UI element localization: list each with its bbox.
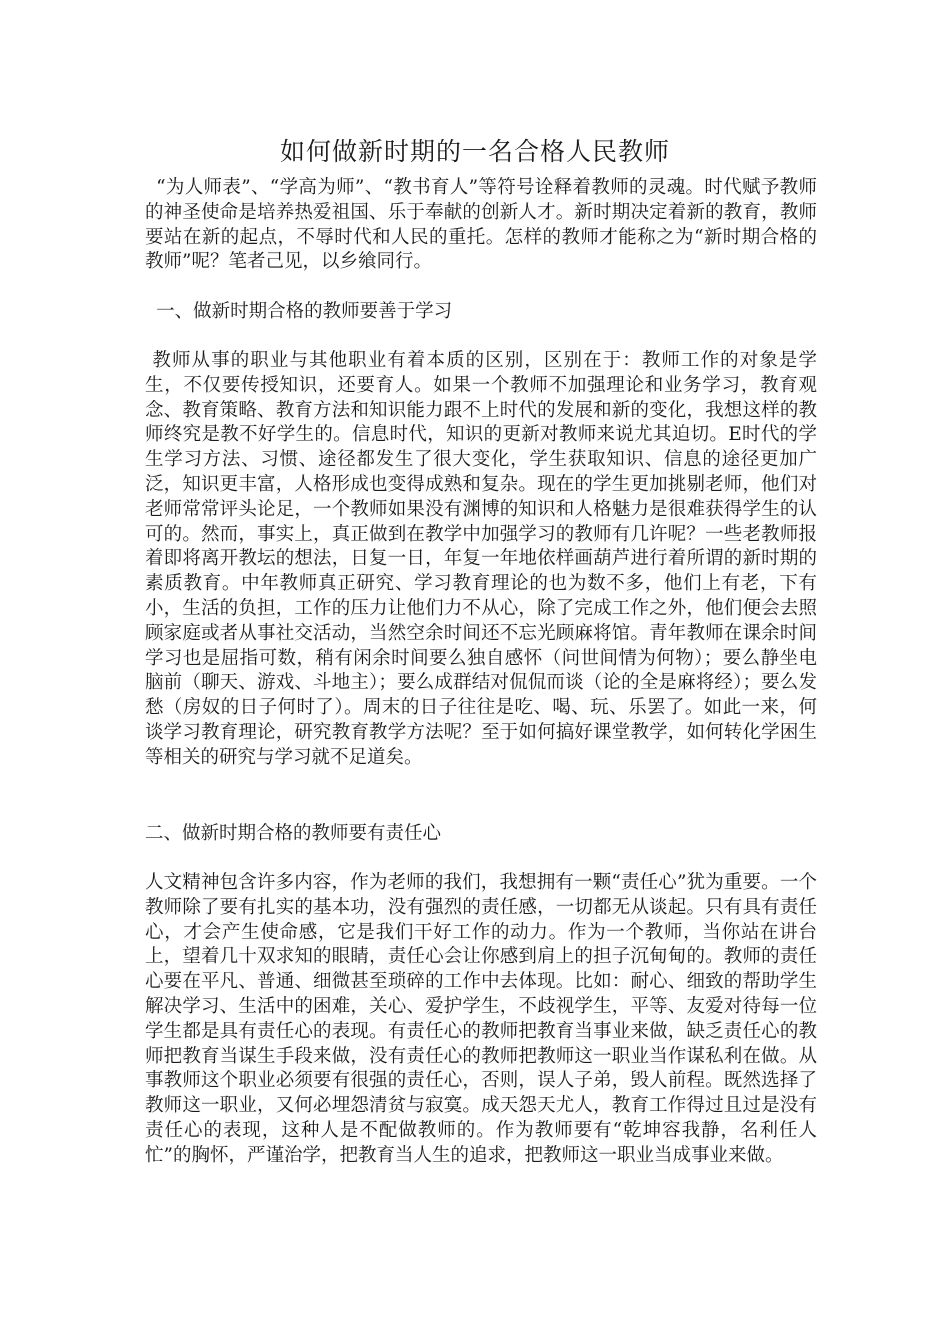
section-1-heading: 一、做新时期合格的教师要善于学习: [156, 301, 453, 322]
intro-paragraph: “为人师表”、“学高为师”、“教书育人”等符号诠释着教师的灵魂。时代赋予教师的神圣使命是培养热爱祖国、乐于奉献的创新人才。新时期决定着新的教育，教师要站在新的起点，不辱时代和人民的重托。怎样的教师才能称之为“新时期合格的教师”呢？笔者己见，以乡飨同行。: [145, 177, 817, 273]
section-2-body: 人文精神包含许多内容，作为老师的我们，我想拥有一颗“责任心”犹为重要。一个教师除了要有扎实的基本功，没有强烈的责任感，一切都无从谈起。只有具有责任心，才会产生使命感，它是我们干好工作的动力。作为一个教师，当你站在讲台上，望着几十双求知的眼睛，责任心会让你感到肩上的担子沉甸甸的。教师的责任心要在平凡、普通、细微甚至琐碎的工作中去体现。比如：耐心、细致的帮助学生解决学习、生活中的困难，关心、爱护学生，不歧视学生，平等、友爱对待每一位学生都是具有责任心的表现。有责任心的教师把教育当事业来做，缺乏责任心的教师把教育当谋生手段来做，没有责任心的教师把教师这一职业当作谋私利在做。从事教师这个职业必须要有很强的责任心，否则，误人子弟，毁人前程。既然选择了教师这一职业，又何必埋怨清贫与寂寞。成天怨天尤人，教育工作得过且过是没有责任心的表现，这种人是不配做教师的。作为教师要有“乾坤容我静，名利任人忙”的胸怀，严谨治学，把教育当人生的追求，把教师这一职业当成事业来做。: [145, 872, 817, 1166]
section-2-heading: 二、做新时期合格的教师要有责任心: [145, 823, 442, 844]
document-title: 如何做新时期的一名合格人民教师: [279, 137, 670, 166]
section-1-body: 教师从事的职业与其他职业有着本质的区别，区别在于：教师工作的对象是学生，不仅要传授知识，还要育人。如果一个教师不加强理论和业务学习，教育观念、教育策略、教育方法和知识能力跟不上时代的发展和新的变化，我想这样的教师终究是教不好学生的。信息时代，知识的更新对教师来说尤其迫切。E时代的学生学习方法、习惯、途径都发生了很大变化，学生获取知识、信息的途径更加广泛，知识更丰富，人格形成也变得成熟和复杂。现在的学生更加挑剔老师，他们对老师常常评头论足，一个教师如果没有渊博的知识和人格魅力是很难获得学生的认可的。然而，事实上，真正做到在教学中加强学习的教师有几许呢？一些老教师报着即将离开教坛的想法，日复一日，年复一年地依样画葫芦进行着所谓的新时期的素质教育。中年教师真正研究、学习教育理论的也为数不多，他们上有老，下有小，生活的负担，工作的压力让他们力不从心，除了完成工作之外，他们便会去照顾家庭或者从事社交活动，当然空余时间还不忘光顾麻将馆。青年教师在课余时间学习也是屈指可数，稍有闲余时间要么独自感怀（问世间情为何物）；要么静坐电脑前（聊天、游戏、斗地主）；要么成群结对侃侃而谈（论的全是麻将经）；要么发愁（房奴的日子何时了）。周末的日子往往是吃、喝、玩、乐罢了。如此一来，何谈学习教育理论，研究教育教学方法呢？至于如何搞好课堂教学，如何转化学困生等相关的研究与学习就不足道矣。: [145, 350, 817, 768]
